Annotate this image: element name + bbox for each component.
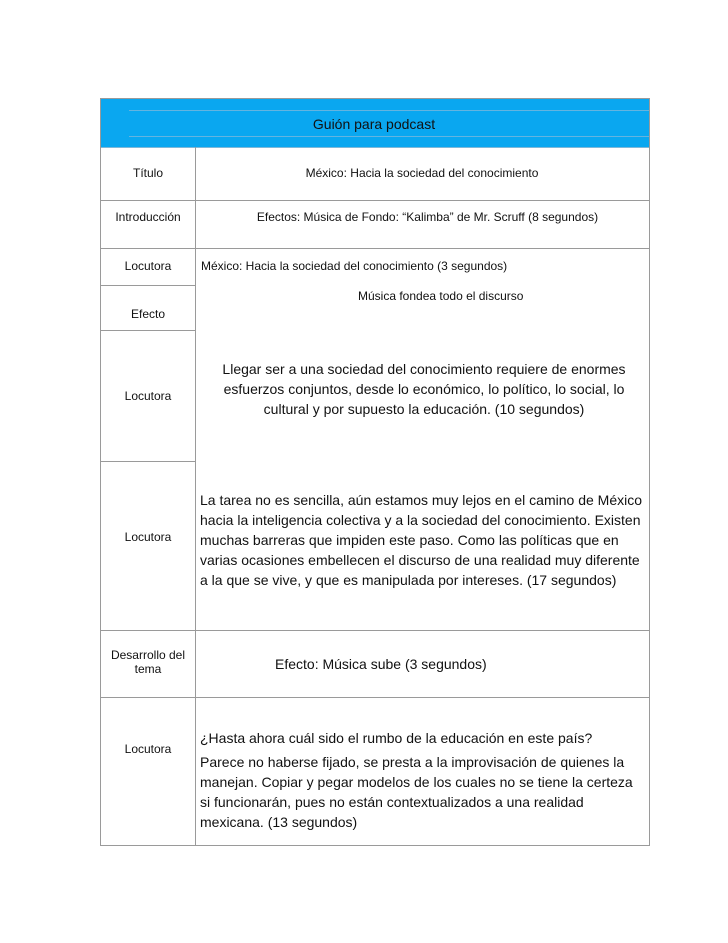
row-content-locutora-2: Llegar ser a una sociedad del conocimiento requiere de enormes esfuerzos conjuntos, desde lo económico, lo político, lo social, lo cultural y por supuesto la educación. (10 segundos) — [222, 361, 626, 417]
row-label-introduccion: Introducción — [115, 210, 181, 224]
podcast-script-table — [100, 98, 650, 846]
row-label-locutora-2: Locutora — [124, 389, 172, 403]
row-label-titulo: Título — [132, 166, 163, 180]
row-label-locutora-1: Locutora — [124, 259, 172, 273]
locutora-4-paragraph: Parece no haberse fijado, se presta a la improvisación de quienes la manejan. Copiar y pegar modelos de los cuales no se tiene la certeza si funcionarán, pues no están contextualizados a una realidad mexicana. (13 segundos) — [200, 754, 633, 830]
header-title-bar — [129, 110, 649, 137]
column-divider — [195, 147, 196, 845]
row-content-introduccion: Efectos: Música de Fondo: “Kalimba” de Mr. Scruff (8 segundos) — [256, 210, 599, 224]
row-divider — [101, 248, 649, 249]
row-divider — [101, 461, 195, 462]
row-divider — [101, 697, 649, 698]
row-content-locutora-1: México: Hacia la sociedad del conocimiento (3 segundos) — [201, 259, 508, 273]
row-content-locutora-3: La tarea no es sencilla, aún estamos muy lejos en el camino de México hacia la inteligencia colectiva y a la sociedad del conocimiento. Existen muchas barreras que impiden este paso. Como las políticas que en varias ocasiones embellecen el discurso de una realidad muy diferente a la que se vive, y que es manipulada por intereses. (17 segundos) — [200, 492, 643, 588]
row-label-locutora-3: Locutora — [124, 530, 172, 544]
row-content-desarrollo-del-tema: Efecto: Música sube (3 segundos) — [275, 656, 487, 672]
row-content-locutora-4 — [200, 728, 646, 832]
locutora-4-question: ¿Hasta ahora cuál sido el rumbo de la educación en este país? — [200, 730, 593, 746]
row-divider — [101, 330, 195, 331]
row-divider — [101, 200, 649, 201]
row-divider — [101, 285, 195, 286]
table-header — [101, 99, 649, 148]
row-content-efecto: Música fondea todo el discurso — [358, 289, 524, 303]
row-content-titulo: México: Hacia la sociedad del conocimiento — [305, 166, 539, 180]
row-label-efecto: Efecto — [130, 307, 166, 321]
row-divider — [101, 630, 649, 631]
row-label-desarrollo-del-tema: Desarrollo del tema — [110, 648, 186, 676]
row-label-locutora-4: Locutora — [124, 742, 172, 756]
header-title: Guión para podcast — [312, 115, 436, 132]
